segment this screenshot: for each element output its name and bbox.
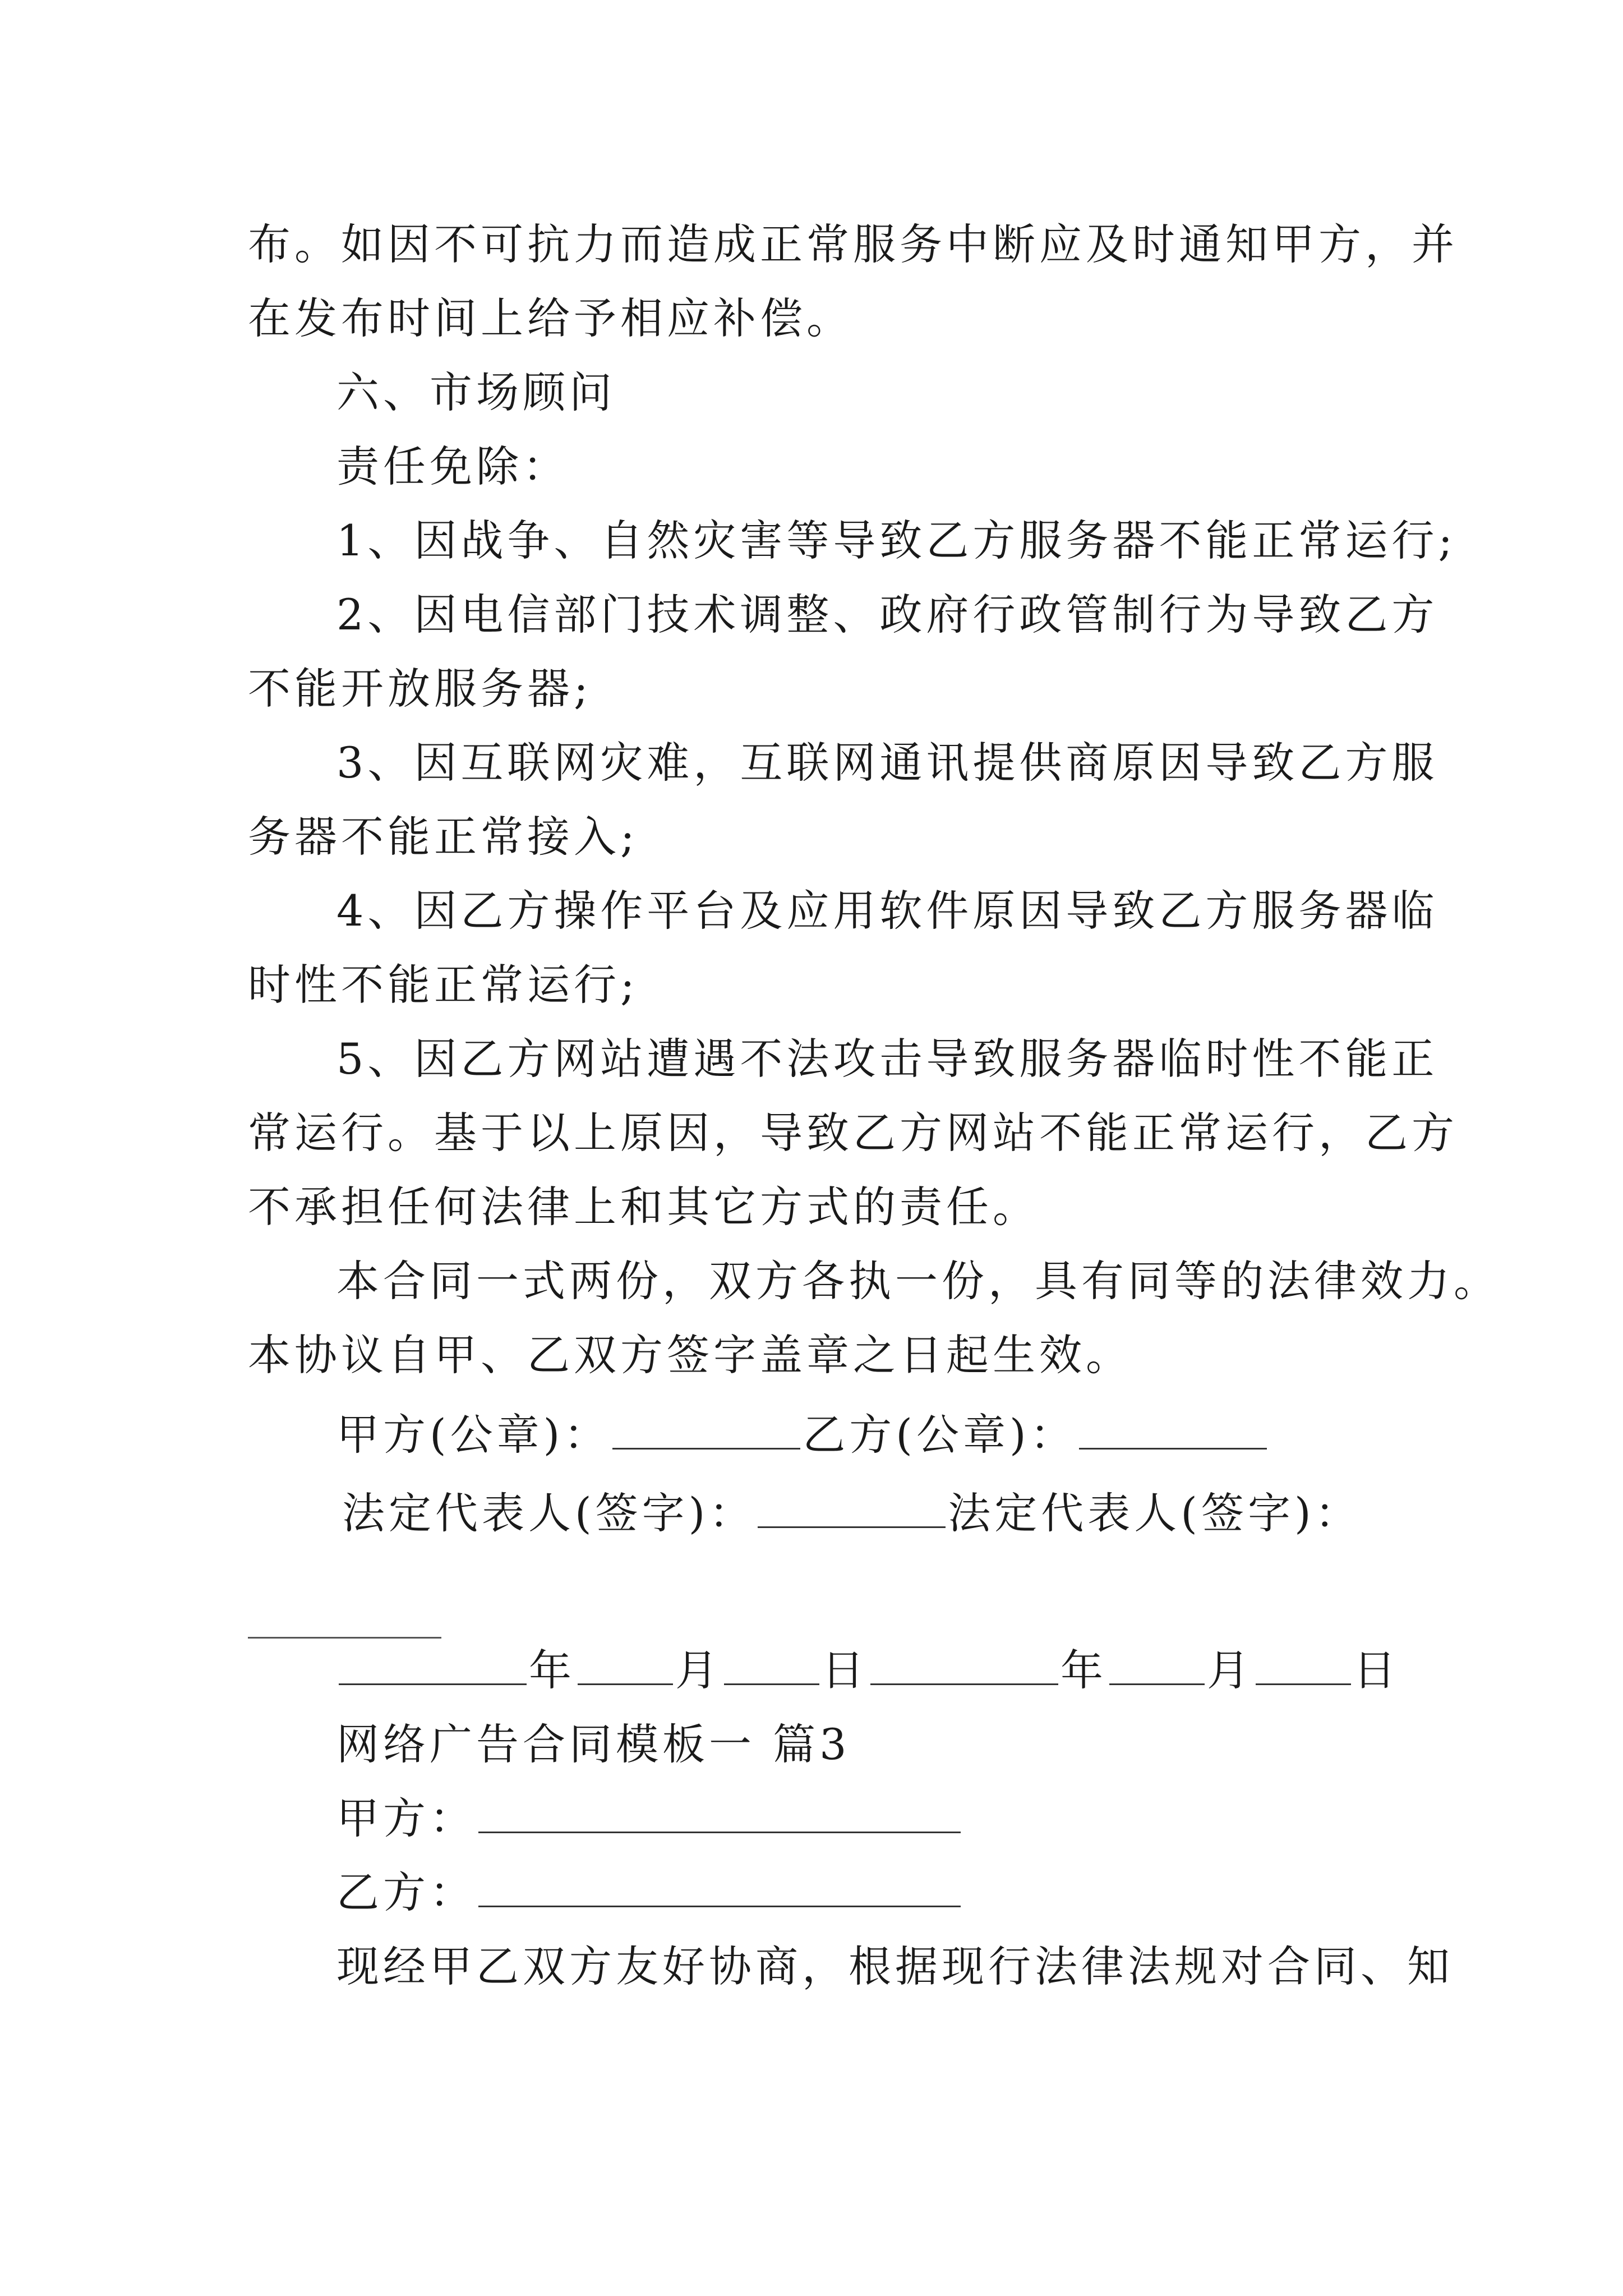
year-blank <box>339 1683 527 1685</box>
party-a-seal-blank <box>612 1447 800 1450</box>
day-blank <box>724 1683 819 1685</box>
list-item: 1、因战争、自然灾害等导致乙方服务器不能正常运行; <box>336 516 1456 565</box>
party-b-rep-label: 法定代表人(签字)： <box>948 1488 1362 1538</box>
party-a-blank <box>478 1831 961 1833</box>
party-a-rep-blank <box>758 1526 946 1528</box>
paragraph-line: 本协议自甲、乙双方签字盖章之日起生效。 <box>248 1330 1132 1380</box>
year-blank <box>870 1683 1058 1685</box>
paragraph-line: 本合同一式两份，双方各执一份，具有同等的法律效力。 <box>336 1256 1500 1306</box>
paragraph-line: 在发布时间上给予相应补偿。 <box>248 293 853 343</box>
section-title: 网络广告合同模板一 篇3 <box>336 1719 851 1769</box>
list-item: 5、因乙方网站遭遇不法攻击导致服务器临时性不能正 <box>336 1034 1438 1084</box>
subheading: 责任免除： <box>336 441 569 491</box>
day-blank <box>1256 1683 1351 1685</box>
list-item-continuation: 不能开放服务器; <box>248 664 592 714</box>
section-heading: 六、市场顾问 <box>336 367 616 417</box>
day-label: 日 <box>1353 1645 1400 1695</box>
party-a-seal-label: 甲方(公章)： <box>336 1410 611 1460</box>
list-item: 4、因乙方操作平台及应用软件原因导致乙方服务器临 <box>336 886 1438 936</box>
seal-line <box>336 1410 1269 1460</box>
date-line <box>336 1645 1400 1695</box>
paragraph-line: 布。如因不可抗力而造成正常服务中断应及时通知甲方，并 <box>248 219 1458 269</box>
party-a-label: 甲方： <box>336 1793 476 1843</box>
party-b-rep-blank <box>248 1637 441 1639</box>
month-label: 月 <box>1207 1645 1253 1695</box>
day-label: 日 <box>822 1645 868 1695</box>
list-item-continuation: 时性不能正常运行; <box>248 960 639 1010</box>
month-blank <box>1109 1683 1205 1685</box>
year-label: 年 <box>1061 1645 1107 1695</box>
party-b-label: 乙方： <box>336 1867 476 1917</box>
party-b-seal-label: 乙方(公章)： <box>803 1410 1077 1460</box>
representative-line <box>342 1488 1362 1538</box>
list-item-continuation: 务器不能正常接入; <box>248 812 639 862</box>
party-a-line <box>336 1793 963 1843</box>
party-b-line <box>336 1867 963 1917</box>
list-item-continuation: 常运行。基于以上原因，导致乙方网站不能正常运行，乙方 <box>248 1108 1458 1158</box>
month-label: 月 <box>675 1645 722 1695</box>
month-blank <box>578 1683 673 1685</box>
party-b-seal-blank <box>1079 1447 1267 1450</box>
list-item: 3、因互联网灾难，互联网通讯提供商原因导致乙方服 <box>336 738 1438 788</box>
list-item: 2、因电信部门技术调整、政府行政管制行为导致乙方 <box>336 590 1438 639</box>
list-item-continuation: 不承担任何法律上和其它方式的责任。 <box>248 1182 1039 1232</box>
party-b-blank <box>478 1905 961 1907</box>
paragraph-line: 现经甲乙双方友好协商，根据现行法律法规对合同、知 <box>336 1941 1454 1991</box>
party-a-rep-label: 法定代表人(签字)： <box>342 1488 756 1538</box>
year-label: 年 <box>529 1645 575 1695</box>
